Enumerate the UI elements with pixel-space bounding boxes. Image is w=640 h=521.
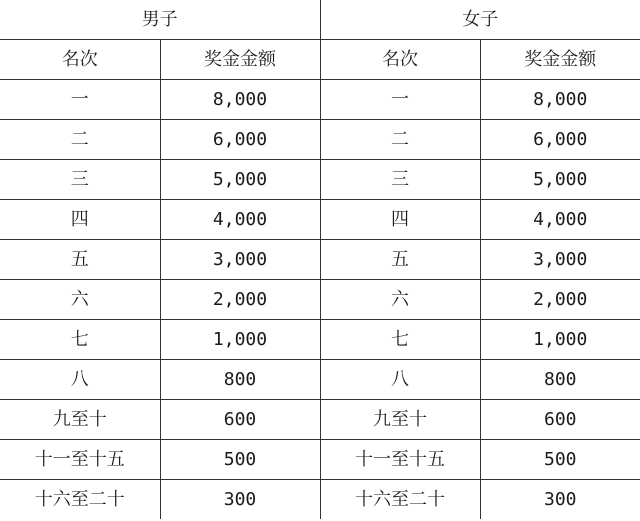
men-rank-cell: 四 xyxy=(0,200,160,240)
women-prize-cell: 3,000 xyxy=(480,240,640,280)
group-header-men: 男子 xyxy=(0,0,320,40)
men-prize-cell: 300 xyxy=(160,480,320,520)
men-rank-cell: 七 xyxy=(0,320,160,360)
women-rank-cell: 五 xyxy=(320,240,480,280)
women-rank-cell: 三 xyxy=(320,160,480,200)
table-row xyxy=(0,120,640,160)
table-row xyxy=(0,160,640,200)
men-prize-cell: 2,000 xyxy=(160,280,320,320)
women-prize-cell: 5,000 xyxy=(480,160,640,200)
column-header-row xyxy=(0,40,640,80)
women-rank-cell: 七 xyxy=(320,320,480,360)
men-rank-cell: 八 xyxy=(0,360,160,400)
women-rank-cell: 六 xyxy=(320,280,480,320)
table-row xyxy=(0,360,640,400)
women-prize-cell: 4,000 xyxy=(480,200,640,240)
women-rank-cell: 十一至十五 xyxy=(320,440,480,480)
men-prize-cell: 600 xyxy=(160,400,320,440)
table-row xyxy=(0,320,640,360)
men-rank-cell: 十六至二十 xyxy=(0,480,160,520)
men-rank-cell: 九至十 xyxy=(0,400,160,440)
table-row xyxy=(0,280,640,320)
group-header-row xyxy=(0,0,640,40)
women-prize-cell: 8,000 xyxy=(480,80,640,120)
women-prize-cell: 500 xyxy=(480,440,640,480)
men-rank-cell: 一 xyxy=(0,80,160,120)
men-prize-cell: 4,000 xyxy=(160,200,320,240)
women-prize-header: 奖金金额 xyxy=(480,40,640,80)
men-prize-cell: 1,000 xyxy=(160,320,320,360)
women-rank-cell: 一 xyxy=(320,80,480,120)
men-prize-cell: 3,000 xyxy=(160,240,320,280)
table-row xyxy=(0,240,640,280)
men-rank-cell: 五 xyxy=(0,240,160,280)
prize-rows xyxy=(0,80,640,520)
men-prize-cell: 6,000 xyxy=(160,120,320,160)
women-prize-cell: 2,000 xyxy=(480,280,640,320)
women-rank-cell: 四 xyxy=(320,200,480,240)
women-rank-cell: 十六至二十 xyxy=(320,480,480,520)
men-prize-header: 奖金金额 xyxy=(160,40,320,80)
table-row xyxy=(0,440,640,480)
men-prize-cell: 5,000 xyxy=(160,160,320,200)
table-row xyxy=(0,200,640,240)
women-prize-cell: 800 xyxy=(480,360,640,400)
men-rank-cell: 三 xyxy=(0,160,160,200)
women-prize-cell: 600 xyxy=(480,400,640,440)
table-row xyxy=(0,400,640,440)
table-row xyxy=(0,80,640,120)
group-header-women: 女子 xyxy=(320,0,640,40)
men-prize-cell: 8,000 xyxy=(160,80,320,120)
men-prize-cell: 500 xyxy=(160,440,320,480)
women-prize-cell: 1,000 xyxy=(480,320,640,360)
women-rank-cell: 九至十 xyxy=(320,400,480,440)
table-row xyxy=(0,480,640,520)
women-rank-header: 名次 xyxy=(320,40,480,80)
men-rank-header: 名次 xyxy=(0,40,160,80)
men-rank-cell: 二 xyxy=(0,120,160,160)
men-rank-cell: 六 xyxy=(0,280,160,320)
women-prize-cell: 300 xyxy=(480,480,640,520)
women-rank-cell: 八 xyxy=(320,360,480,400)
women-rank-cell: 二 xyxy=(320,120,480,160)
men-prize-cell: 800 xyxy=(160,360,320,400)
women-prize-cell: 6,000 xyxy=(480,120,640,160)
men-rank-cell: 十一至十五 xyxy=(0,440,160,480)
